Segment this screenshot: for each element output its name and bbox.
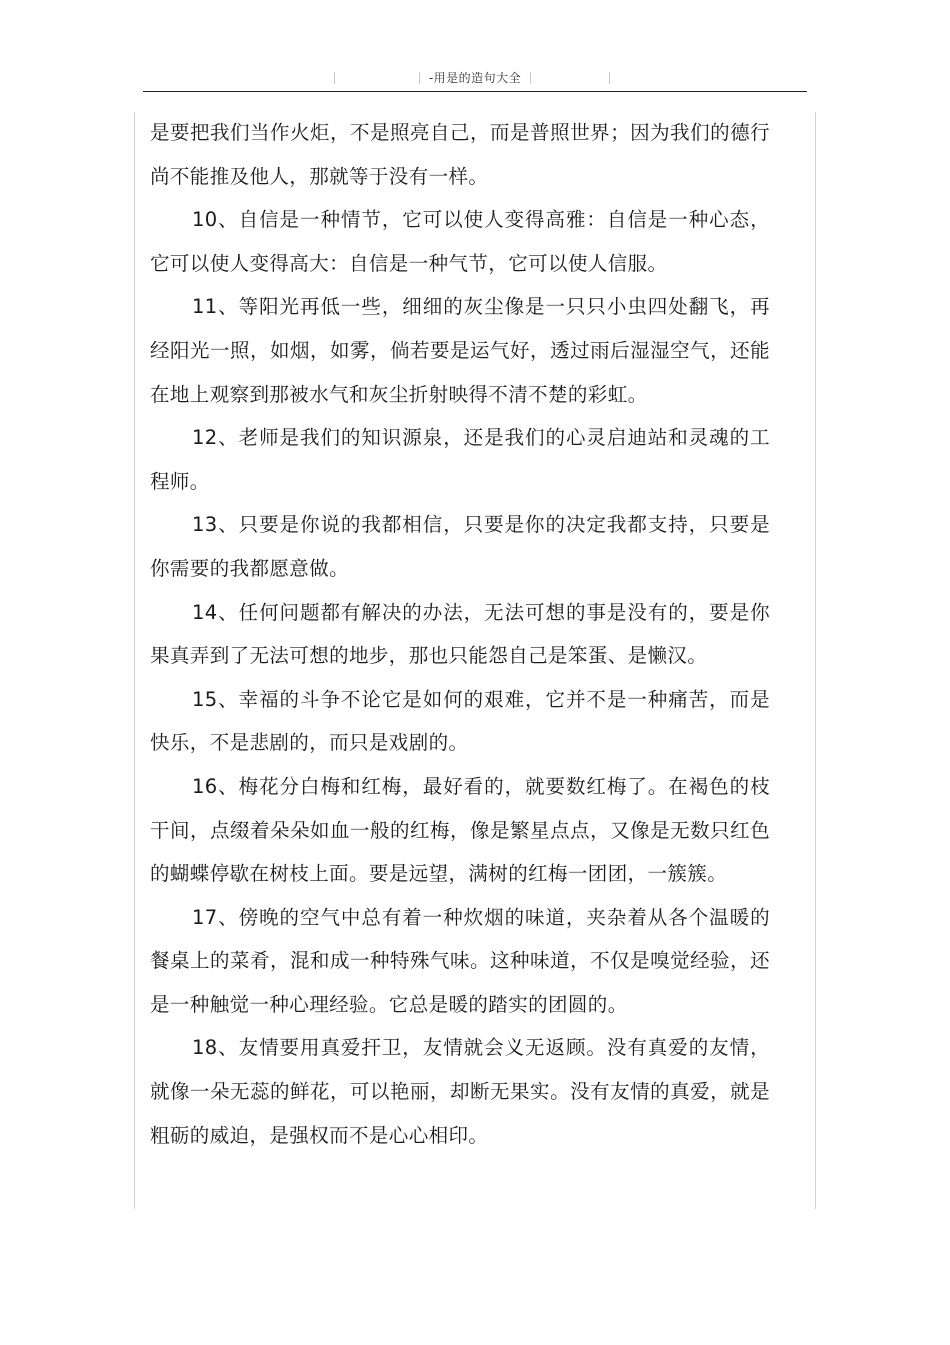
paragraph-10: 10、自信是一种情节，它可以使人变得高雅：自信是一种心态，它可以使人变得高大：自信是一种气节，它可以使人信服。	[150, 208, 770, 275]
header-tick-mid-right	[530, 72, 531, 84]
header-title: -用是的造句大全	[428, 71, 522, 85]
header-rule	[143, 91, 807, 92]
paragraph-12: 12、老师是我们的知识源泉，还是我们的心灵启迪站和灵魂的工程师。	[150, 426, 770, 493]
document-body	[150, 111, 770, 1157]
paragraph-17: 17、傍晚的空气中总有着一种炊烟的味道，夹杂着从各个温暖的餐桌上的菜肴，混和成一种特殊气味。这种味道，不仅是嗅觉经验，还是一种触觉一种心理经验。它总是暖的踏实的团圆的。	[150, 905, 770, 1016]
page-header	[143, 62, 807, 92]
paragraph-16: 16、梅花分白梅和红梅，最好看的，就要数红梅了。在褐色的枝干间，点缀着朵朵如血一般的红梅，像是繁星点点，又像是无数只红色的蝴蝶停歇在树枝上面。要是远望，满树的红梅一团团，一簇簇。	[150, 774, 770, 886]
right-margin-line	[815, 112, 816, 1209]
paragraph-18: 18、友情要用真爱扞卫，友情就会义无返顾。没有真爱的友情，就像一朵无蕊的鲜花，可以艳丽，却断无果实。没有友情的真爱，就是粗砺的威迫，是强权而不是心心相印。	[150, 1036, 770, 1147]
paragraph-continuation: 是要把我们当作火炬，不是照亮自己，而是普照世界；因为我们的德行尚不能推及他人，那就等于没有一样。	[150, 121, 770, 188]
left-margin-line	[134, 112, 135, 1209]
header-tick-right	[609, 72, 610, 84]
paragraph-11: 11、等阳光再低一些，细细的灰尘像是一只只小虫四处翻飞，再经阳光一照，如烟，如雾，倘若要是运气好，透过雨后湿湿空气，还能在地上观察到那被水气和灰尘折射映得不清不楚的彩虹。	[150, 295, 770, 406]
paragraph-15: 15、幸福的斗争不论它是如何的艰难，它并不是一种痛苦，而是快乐，不是悲剧的，而只是戏剧的。	[150, 687, 770, 755]
paragraph-13: 13、只要是你说的我都相信，只要是你的决定我都支持，只要是你需要的我都愿意做。	[150, 513, 770, 580]
paragraph-14: 14、任何问题都有解决的办法，无法可想的事是没有的，要是你果真弄到了无法可想的地步，那也只能怨自己是笨蛋、是懒汉。	[150, 600, 770, 668]
